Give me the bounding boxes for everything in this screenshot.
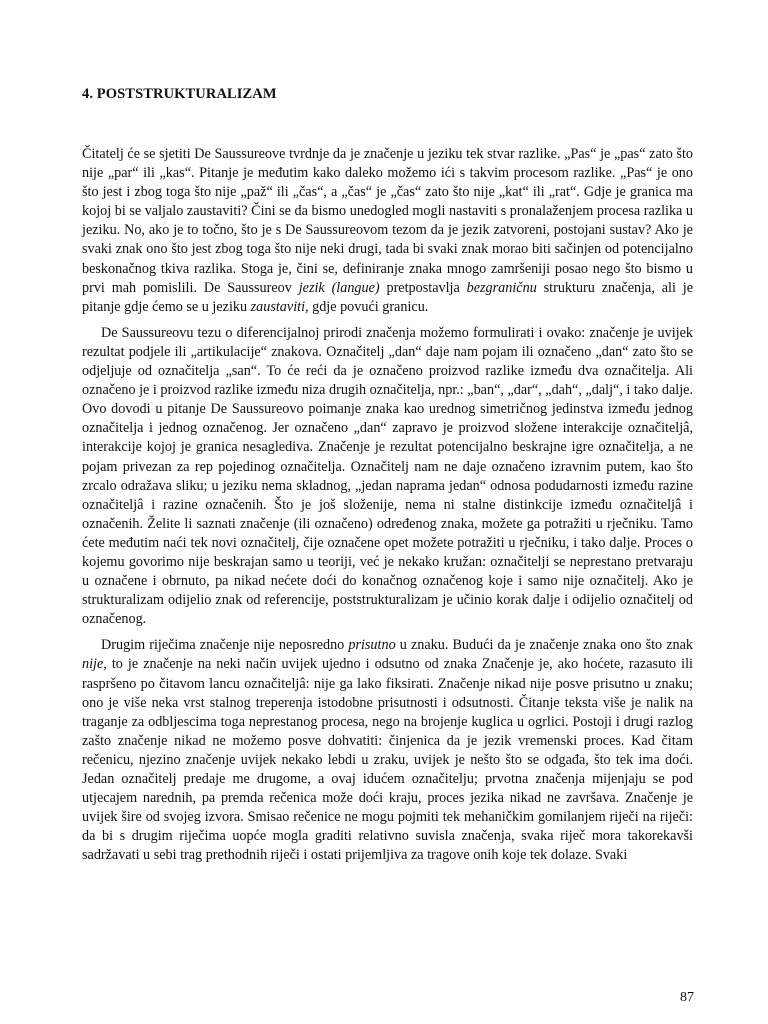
- text-run: pretpostavlja: [379, 279, 467, 296]
- text-run: gdje povući granicu.: [308, 298, 429, 315]
- paragraph-1: [82, 145, 693, 317]
- italic-run: prisutno: [348, 637, 396, 654]
- text-run: u znaku. Budući da je značenje znaka ono što znak: [395, 637, 693, 654]
- text-run: De Saussureovu tezu o diferencijalnoj prirodi značenja možemo formulirati i ovako: značenje je uvijek rezultat podjele ili „artikulacije“ znakova. Označitelj „dan“ daje nam pojam ili označeno „dan“ zato što se odjeljuje od označitelja „san“. To će reći da je označeno proizvod razlike između dva označitelja. Ali označeno je i proizvod razlike između niza drugih označitelja, npr.: „ban“, „dar“, „dah“, „dalj“, i tako dalje. Ovo dovodi u pitanje De Saussureovo poimanje znaka kao urednog simetričnog jedinstva između jednog označitelja i jednog označenog. Jer označeno „dan“ zapravo je proizvod složene interakcije označiteljâ, interakcije kojoj je granica nesaglediva. Značenje je rezultat potencijalno beskrajne igre označitelja, a ne pojam privezan za rep pojedinog označitelja. Označitelj nam ne daje označeno izravnim putem, kao što zrcalo odražava sliku; u jeziku nema skladnog, „jedan naprama jedan“ odnosa podudarnosti između razine označiteljâ i razine označenih. Što je još složenije, nema ni stalne distinkcije između označiteljâ i označenih. Želite li saznati značenje (ili označeno) određenog znaka, možete ga potražiti u rječniku. Tamo ćete međutim naći tek novi označitelj, čije označene opet možete potražiti u rječniku, i tako dalje. Proces o kojemu govorimo nije beskrajan samo u teoriji, već je nekako kružan: označitelji se neprestano pretvaraju u označene i obrnuto, pa nikad nećete doći do konačnog označenog koje i samo nije označitelj. Ako je strukturalizam odijelio znak od referencije, poststrukturalizam je učinio korak dalje i odijelio označitelj od označenog.: [82, 324, 693, 628]
- italic-run: zaustaviti,: [250, 298, 309, 315]
- text-run: to je značenje na neki način uvijek ujedno i odsutno od znaka Značenje je, ako hoćete, razasuto ili raspršeno po čitavom lancu označiteljâ: nije ga lako fiksirati. Značenje nikad nije posve prisutno u znaku; ono je više neka vrst stalnog treperenja istodobne prisutnosti i odsutnosti. Čitanje teksta više je nalik na traganje za odbljescima toga neprestanog procesa, nego na brojenje kuglica u ogrlici. Postoji i drugi razlog zašto značenje nikad ne možemo posve dohvatiti: činjenica da je jezik vremenski proces. Kad čitam rečenicu, njezino značenje uvijek nekako lebdi u zraku, uvijek je nešto što se odgađa, što tek ima doći. Jedan označitelj predaje me drugome, a ovaj idućem označitelju; prvotna značenja mijenjaju se pod utjecajem narednih, pa premda rečenica može doći kraju, proces jezika nikad ne završava. Značenje je uvijek šire od svojeg izvora. Smisao rečenice ne mogu pojmiti tek mehaničkim gomilanjem riječi na riječi: da bi s drugim riječima uopće mogla graditi relativno suvisla značenja, svaka riječ mora takorekavši sadržavati u sebi trag prethodnih riječi i ostati prijemljiva za tragove onih koje tek dolaze. Svaki: [82, 656, 693, 864]
- text-run: strukturu značenja, ali je pitanje gdje ćemo se u jeziku: [82, 279, 694, 315]
- paragraph-3: [82, 636, 693, 865]
- page-number: 87: [680, 990, 694, 1005]
- text-run: Čitatelj će se sjetiti De Saussureove tvrdnje da je značenje u jeziku tek stvar razlike. „Pas“ je „pas“ zato što nije „par“ ili „kas“. Pitanje je međutim kako daleko možemo ići s takvim procesom razlike. „Pas“ je ono što jest i zbog toga što nije „paž“ ili „čas“, a „čas“ je „čas“ zato što nije „kat“ ili „rat“. Gdje je granica ma kojoj bi se valjalo zaustaviti? Čini se da bismo unedogled mogli nastaviti s pronalaženjem procesa razlika u jeziku. No, ako je to točno, što je s De Saussureovom tezom da je jezik zatvoreni, postojani sustav? Ako je svaki znak ono što jest zbog toga što nije neki drugi, tada bi svaki znak morao biti sačinjen od potencijalno beskonačnog tkiva razlika. Stoga je, čini se, definiranje znaka mnogo zamršeniji posao nego što bismo u prvi mah pomislili. De Saussureov: [82, 146, 693, 296]
- italic-run: jezik (langue): [298, 279, 380, 296]
- body-text: [82, 145, 693, 865]
- text-run: Drugim riječima značenje nije neposredno: [101, 637, 349, 654]
- italic-run: nije,: [82, 656, 107, 673]
- paragraph-2: [82, 324, 693, 630]
- italic-run: bezgraničnu: [466, 279, 537, 296]
- section-heading: 4. POSTSTRUKTURALIZAM: [82, 86, 277, 102]
